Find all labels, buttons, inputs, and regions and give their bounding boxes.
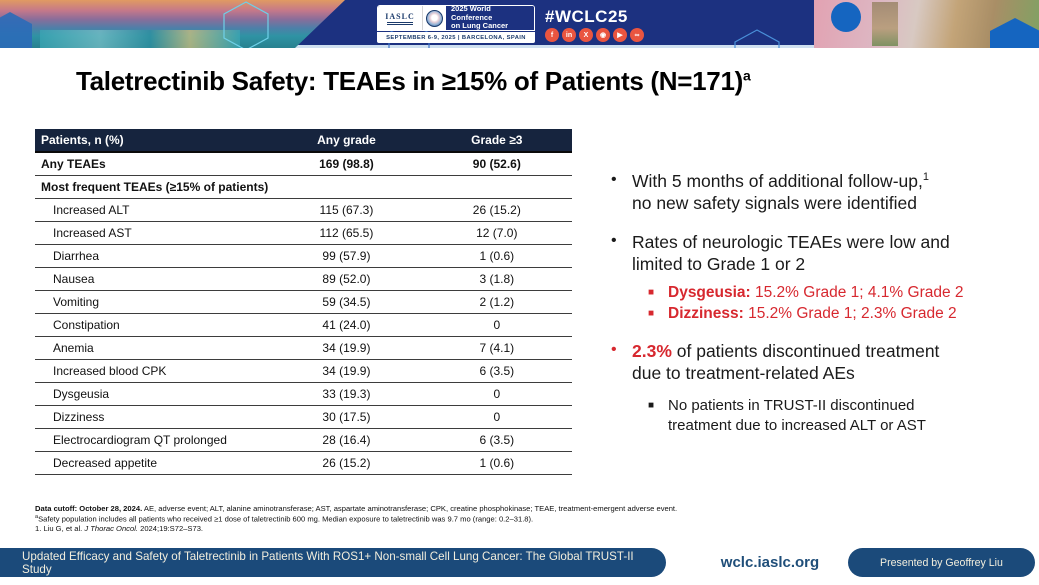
- bullet-follow-up: [606, 170, 1034, 214]
- cell-grade3: 1 (0.6): [422, 244, 572, 267]
- cell-any-grade: 28 (16.4): [271, 428, 421, 451]
- page-title-text: Taletrectinib Safety: TEAEs in ≥15% of Patients (N=171): [76, 66, 743, 96]
- trust2-line2: treatment due to increased ALT or AST: [668, 416, 926, 434]
- social-icons-row: [545, 28, 644, 42]
- footnote-data-cutoff: [35, 504, 677, 514]
- iaslc-logo-line: [387, 22, 413, 25]
- footnote-safety-text: Safety population includes all patients who received ≥1 dose of taletrectinib 600 mg. Median exposure to taletrectinib was 9.7 mo (range: 0.2–31.8).: [38, 514, 534, 524]
- cell-any-grade: 89 (52.0): [271, 267, 421, 290]
- column-header-any-grade: Any grade: [271, 129, 421, 152]
- table-row: [35, 313, 572, 336]
- table-row: [35, 290, 572, 313]
- bullet2-line2: limited to Grade 1 or 2: [632, 254, 806, 275]
- iaslc-logo: [378, 6, 422, 30]
- conference-banner: [0, 0, 1039, 48]
- table-section-label: Most frequent TEAEs (≥15% of patients): [35, 175, 572, 198]
- cell-any-grade: 30 (17.5): [271, 405, 421, 428]
- teae-table: [35, 129, 572, 475]
- row-label: Nausea: [35, 267, 271, 290]
- table-row: [35, 244, 572, 267]
- bullet-dot-red: •: [611, 341, 617, 359]
- table-row: [35, 198, 572, 221]
- cell-grade3: 3 (1.8): [422, 267, 572, 290]
- table-row: [35, 405, 572, 428]
- square-bullet-icon: ■: [648, 308, 655, 320]
- table-row: [35, 152, 572, 175]
- table-row: [35, 382, 572, 405]
- cell-any-grade: 34 (19.9): [271, 336, 421, 359]
- neurologic-sub-bullets: [606, 283, 1034, 325]
- link-icon[interactable]: ∞: [630, 28, 644, 42]
- reference-authors: 1. Liu G, et al.: [35, 523, 85, 533]
- cell-grade3: 90 (52.6): [422, 152, 572, 175]
- cell-grade3: 0: [422, 405, 572, 428]
- row-label: Any TEAEs: [35, 152, 271, 175]
- bullet1-ref-superscript: 1: [922, 171, 929, 184]
- presenter-name: Presented by Geoffrey Liu: [880, 556, 1003, 569]
- discontinuation-rate: 2.3%: [632, 341, 672, 362]
- facebook-icon[interactable]: f: [545, 28, 559, 42]
- bullet-discontinuation: [606, 340, 1034, 384]
- cell-any-grade: 26 (15.2): [271, 451, 421, 474]
- table-row: [35, 267, 572, 290]
- linkedin-icon[interactable]: in: [562, 28, 576, 42]
- row-label: Increased ALT: [35, 198, 271, 221]
- conference-name: [446, 6, 534, 30]
- cell-any-grade: 99 (57.9): [271, 244, 421, 267]
- cell-any-grade: 33 (19.3): [271, 382, 421, 405]
- table-header-row: [35, 129, 572, 152]
- row-label: Vomiting: [35, 290, 271, 313]
- sub-bullet-dysgeusia: [606, 283, 1034, 304]
- footnote-reference: [35, 524, 677, 534]
- row-label: Decreased appetite: [35, 451, 271, 474]
- cell-any-grade: 34 (19.9): [271, 359, 421, 382]
- square-bullet-icon: ■: [648, 287, 655, 299]
- wclc-logo: [377, 5, 535, 43]
- cell-any-grade: 41 (24.0): [271, 313, 421, 336]
- wclc-site-link[interactable]: wclc.iaslc.org: [720, 554, 820, 571]
- row-label: Increased AST: [35, 221, 271, 244]
- conference-name-line1: 2025 World Conference: [451, 5, 493, 22]
- row-label: Constipation: [35, 313, 271, 336]
- bullet-dot: •: [611, 232, 617, 250]
- row-label: Dysgeusia: [35, 382, 271, 405]
- table-body: [35, 152, 572, 474]
- cell-grade3: 6 (3.5): [422, 359, 572, 382]
- footnote-safety-population: [35, 514, 677, 524]
- study-title-bar: [0, 548, 666, 577]
- trust2-line1: No patients in TRUST-II discontinued: [668, 397, 915, 415]
- reference-citation: 2024;19:S72–S73.: [138, 523, 204, 533]
- bullet3-line2: due to treatment-related AEs: [632, 363, 855, 384]
- column-header-patients: Patients, n (%): [35, 129, 271, 152]
- cell-grade3: 1 (0.6): [422, 451, 572, 474]
- x-icon[interactable]: X: [579, 28, 593, 42]
- footnote-cutoff-bold: Data cutoff: October 28, 2024.: [35, 504, 143, 513]
- wclc-emblem-wrap: [422, 6, 446, 30]
- page-title-superscript: a: [742, 67, 751, 84]
- page-title: [76, 66, 750, 97]
- conference-date-location: SEPTEMBER 6-9, 2025 | BARCELONA, SPAIN: [377, 32, 535, 43]
- cell-grade3: 12 (7.0): [422, 221, 572, 244]
- table-section-row: [35, 175, 572, 198]
- conference-name-line2: on Lung Cancer: [451, 21, 509, 31]
- sub-bullet-trust2: [606, 396, 1034, 435]
- dysgeusia-rates: 15.2% Grade 1; 4.1% Grade 2: [750, 284, 964, 302]
- cell-any-grade: 115 (67.3): [271, 198, 421, 221]
- instagram-icon[interactable]: ◉: [596, 28, 610, 42]
- dysgeusia-label: Dysgeusia:: [668, 284, 751, 302]
- hashtag-wclc25: #WCLC25: [545, 7, 628, 26]
- footnote-a-superscript: a: [35, 513, 39, 520]
- reference-journal: J Thorac Oncol.: [84, 523, 138, 533]
- square-bullet-icon: ■: [648, 400, 655, 412]
- row-label: Diarrhea: [35, 244, 271, 267]
- table-row: [35, 336, 572, 359]
- bullet-neurologic: [606, 231, 1034, 275]
- bullet2-line1: Rates of neurologic TEAEs were low and: [632, 232, 950, 253]
- wclc-emblem-icon: [426, 10, 443, 27]
- cell-grade3: 7 (4.1): [422, 336, 572, 359]
- table-row: [35, 428, 572, 451]
- table-row: [35, 221, 572, 244]
- bullet1-line2: no new safety signals were identified: [632, 193, 918, 214]
- footnote-abbreviations: AE, adverse event; ALT, alanine aminotransferase; AST, aspartate aminotransferase; CPK, creatine phosphokinase; TEAE, treatment-emergent adverse event.: [142, 504, 678, 513]
- cell-grade3: 0: [422, 382, 572, 405]
- cell-grade3: 26 (15.2): [422, 198, 572, 221]
- iaslc-wordmark: IASLC: [385, 11, 415, 21]
- cell-any-grade: 59 (34.5): [271, 290, 421, 313]
- key-findings: [606, 170, 1034, 435]
- cell-grade3: 0: [422, 313, 572, 336]
- dizziness-rates: 15.2% Grade 1; 2.3% Grade 2: [743, 305, 957, 323]
- cell-any-grade: 169 (98.8): [271, 152, 421, 175]
- column-header-grade3: Grade ≥3: [422, 129, 572, 152]
- row-label: Electrocardiogram QT prolonged: [35, 428, 271, 451]
- table-row: [35, 359, 572, 382]
- row-label: Increased blood CPK: [35, 359, 271, 382]
- table-row: [35, 451, 572, 474]
- dizziness-label: Dizziness:: [668, 305, 744, 323]
- youtube-icon[interactable]: ▶: [613, 28, 627, 42]
- bullet-dot: •: [611, 171, 617, 188]
- row-label: Anemia: [35, 336, 271, 359]
- row-label: Dizziness: [35, 405, 271, 428]
- cell-grade3: 2 (1.2): [422, 290, 572, 313]
- bullet3-line1: of patients discontinued treatment: [671, 341, 940, 362]
- footnotes: [35, 504, 677, 533]
- study-title-text: Updated Efficacy and Safety of Taletrectinib in Patients With ROS1+ Non-small Cell Lung Cancer: The Global TRUST-II Study: [22, 549, 634, 576]
- sub-bullet-dizziness: [606, 304, 1034, 325]
- presenter-bar: [848, 548, 1035, 577]
- bullet1-line1: With 5 months of additional follow-up,: [632, 171, 923, 191]
- cell-grade3: 6 (3.5): [422, 428, 572, 451]
- table-header: [35, 129, 572, 152]
- cell-any-grade: 112 (65.5): [271, 221, 421, 244]
